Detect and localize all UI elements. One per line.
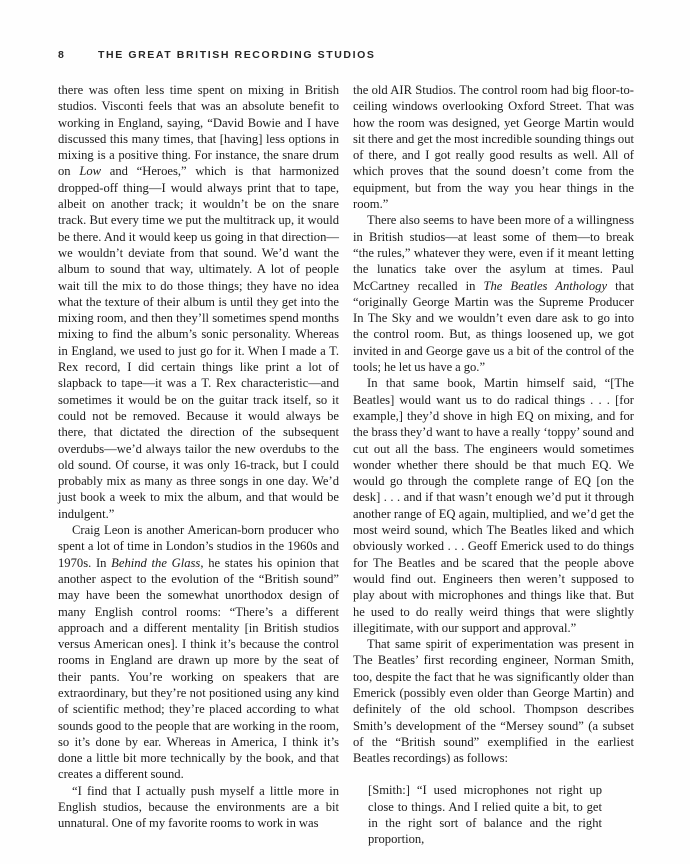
italic-text: Behind the Glass — [111, 555, 201, 570]
right-column — [353, 82, 634, 848]
body-text: there was often less time spent on mixing in British studios. Visconti feels that was an absolute benefit to working in England, saying, “David Bowie and I have discussed this many times, that [having] less options in mixing is a positive thing. For instance, the snare drum on — [58, 83, 339, 179]
page-number: 8 — [58, 49, 64, 61]
paragraph — [58, 522, 339, 783]
body-text: that “originally George Martin was the Supreme Producer In The Sky and we wouldn’t even dare ask to go into the control room. But, as things loosened up, we got invited in and George gave us a bit of the control of the tools; he let us have a go.” — [353, 278, 634, 375]
running-head-title: THE GREAT BRITISH RECORDING STUDIOS — [98, 49, 376, 61]
body-text: That same spirit of experimentation was present in The Beatles’ first recording engineer, Norman Smith, too, despite the fact that he was significantly older than Emerick (possibly even older than George Martin) and definitely of the old school. Thompson describes Smith’s development of the “Mersey sound” (a subset of the “British sound” exemplified in the earliest Beatles recordings) as follows: — [353, 637, 634, 766]
body-text: [Smith:] “I used microphones not right up close to things. And I relied quite a bit, to get in the right sort of balance and the right proportion, — [368, 783, 602, 847]
paragraph — [58, 783, 339, 832]
body-text: and “Heroes,” which is that harmonized dropped-off thing—I would always print that to tape, albeit on another track; it wouldn’t be on the snare track. But every time we put the multitrack up, it would be there. And it would keep us going in that direction—we wouldn’t deviate from that sound. We’d want the album to sound that way, ultimately. A lot of people wait till the mix to do those things; they have no idea what the texture of their album is until they get into the mixing room, and then they’ll sometimes spend months mixing to find the album’s sonic personality. Whereas in England, we used to just go for it. When I made a T. Rex record, I did certain things like print a lot of slapback to tape—it was a T. Rex characteristic—and sometimes it would be on the guitar track itself, so it could not be removed. Because it would always be there, that dictated the direction of the subsequent overdubs—we’d always tailor the new overdubs to the old sound. Of course, it was only 16-track, but I could probably mix as many as three songs in one day. We’d just book a week to mix the album, and that would be indulgent.” — [58, 164, 339, 521]
paragraph — [353, 82, 634, 212]
italic-text: Low — [79, 164, 102, 179]
body-text: the old AIR Studios. The control room had big floor-to-ceiling windows overlooking Oxford Street. That was how the room was designed, yet George Martin would sit there and get the most incredible sounding things out of there, and I got really good results as well. All of which proves that the sound doesn’t come from the equipment, but from the way you hear things in the room.” — [353, 83, 634, 212]
page-header — [58, 49, 632, 61]
body-text: In that same book, Martin himself said, “[The Beatles] would want us to do radical things . . . [for example,] they’d shove in high EQ on mixing, and for the brass they’d want to have a really ‘toppy’ sound and cut out all the bass. The engineers would sometimes wonder whether there should be that much EQ. We would go through the complete range of EQ [on the desk] . . . and if that wasn’t enough we’d put it through another range of EQ again, multiplied, and we’d get the most weird sound, which The Beatles liked and which obviously worked . . . Geoff Emerick used to do things for The Beatles and be scared that the people above would find out. Engineers then weren’t supposed to play about with microphones and things like that. But he used to do really weird things that were slightly illegitimate, with our support and approval.” — [353, 376, 634, 635]
text-columns — [58, 82, 634, 848]
block-quote — [368, 782, 602, 847]
paragraph — [353, 212, 634, 375]
left-column — [58, 82, 339, 848]
italic-text: The Beatles Anthology — [483, 278, 608, 293]
paragraph — [353, 636, 634, 766]
body-text: , he states his opinion that another aspect to the evolution of the “British sound” may have been the somewhat unorthodox design of many English control rooms: “There’s a different approach and a different mentality [in British studios versus American ones]. I think it’s because the control rooms in England are drawn up more by the seat of their pants. You’re working on speakers that are extraordinary, but they’re not positioned using any kind of scientific method; they’re placed according to what sounds good to the people that are working in the room, so it’s done by ear. Whereas in America, I think it’s done a little bit more technically by the book, and that creates a different sound. — [58, 555, 339, 782]
paragraph — [353, 375, 634, 636]
body-text: Craig Leon is another American-born producer who spent a lot of time in London’s studios in the 1960s and 1970s. In — [58, 523, 339, 570]
body-text: There also seems to have been more of a willingness in British studios—at least some of them—to break “the rules,” whatever they were, even if it meant letting the lunatics take over the asylum at times. Paul McCartney recalled in — [353, 213, 634, 293]
paragraph — [58, 82, 339, 522]
body-text: “I find that I actually push myself a little more in English studios, because the environments are a bit unnatural. One of my favorite rooms to work in was — [58, 783, 339, 831]
